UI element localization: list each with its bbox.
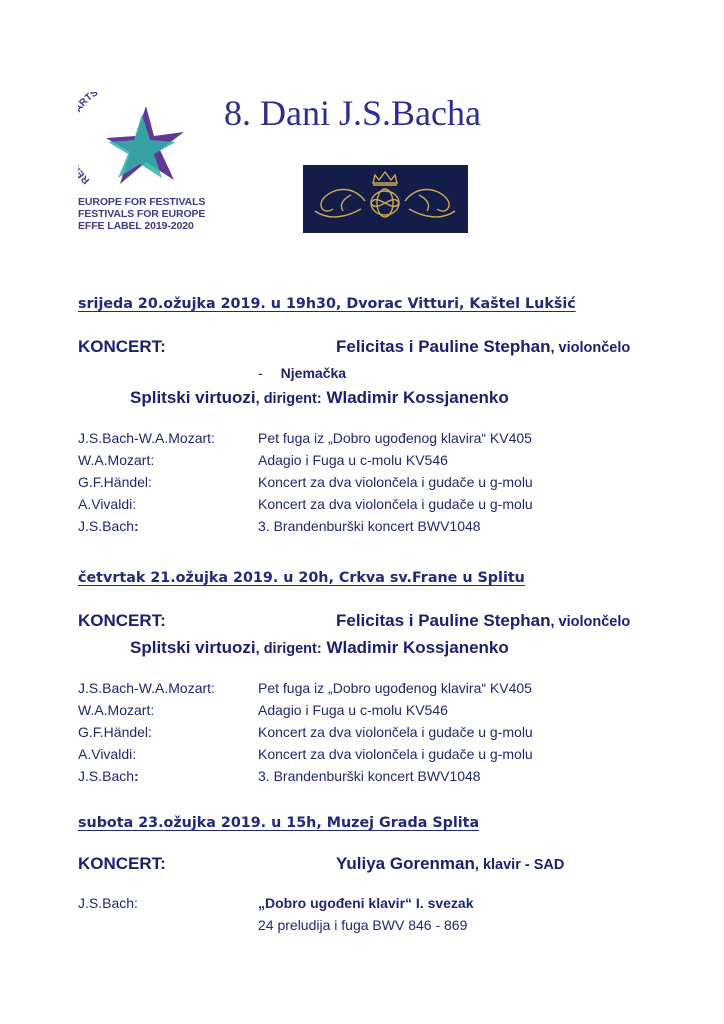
program-row (78, 452, 678, 474)
event-2-program (78, 680, 678, 790)
event-1-ensemble-line (130, 388, 509, 408)
work: Pet fuga iz „Dobro ugođenog klavira“ KV405 (258, 430, 532, 446)
performer-name: Felicitas i Pauline Stephan (336, 337, 551, 356)
composer-colon: : (134, 768, 139, 784)
event-2-ensemble-line (130, 638, 509, 658)
program-row (78, 917, 678, 939)
program-row (78, 680, 678, 702)
composer: A.Vivaldi: (78, 496, 137, 512)
page-title: 8. Dani J.S.Bacha (224, 93, 481, 133)
composer: J.S.Bach: (78, 895, 138, 911)
composer: W.A.Mozart: (78, 702, 155, 718)
logo-arc-text: R RTS (78, 92, 101, 186)
work: Koncert za dva violončela i gudače u g-molu (258, 746, 533, 762)
event-2-date: četvrtak 21.ožujka 2019. u 20h, Crkva sv.Frane u Splitu (78, 570, 525, 586)
event-1-date: srijeda 20.ožujka 2019. u 19h30, Dvorac Vitturi, Kaštel Lukšić (78, 296, 576, 312)
composer: G.F.Händel: (78, 474, 152, 490)
composer: W.A.Mozart: (78, 452, 155, 468)
composer: A.Vivaldi: (78, 746, 137, 762)
event-1-program (78, 430, 678, 540)
logo-line-2: FESTIVALS FOR EUROPE (78, 208, 206, 220)
program-row (78, 768, 678, 790)
work: Adagio i Fuga u c-molu KV546 (258, 452, 448, 468)
concert-colon: : (160, 337, 166, 356)
performer-name: Felicitas i Pauline Stephan (336, 611, 551, 630)
effe-star-icon (78, 92, 208, 202)
event-1-origin (258, 365, 346, 381)
bach-monogram-crest-icon (303, 165, 468, 233)
logo-line-1: EUROPE FOR FESTIVALS (78, 196, 206, 208)
concert-label: KONCERT (78, 611, 161, 630)
ensemble-separator: , (255, 641, 264, 657)
program-row (78, 496, 678, 518)
concert-label: KONCERT (78, 337, 161, 356)
program-row (78, 518, 678, 540)
program-row (78, 702, 678, 724)
concert-colon: : (160, 611, 166, 630)
conductor-name: Wladimir Kossjanenko (326, 638, 509, 657)
origin-country: Njemačka (280, 365, 347, 381)
performer-role: klavir - SAD (482, 857, 565, 873)
origin-dash: - (258, 365, 263, 381)
work: „Dobro ugođeni klavir“ I. svezak (258, 895, 474, 911)
program-row (78, 895, 678, 917)
performer-role: violončelo (558, 340, 631, 356)
performer-separator: , (550, 614, 559, 630)
event-3-concert-line (78, 854, 678, 876)
composer: J.S.Bach (78, 768, 135, 784)
composer-colon: : (134, 518, 139, 534)
conductor-label: dirigent: (263, 391, 322, 407)
program-row (78, 724, 678, 746)
work: Adagio i Fuga u c-molu KV546 (258, 702, 448, 718)
event-2-concert-line (78, 611, 678, 633)
program-row (78, 474, 678, 496)
work-detail: 24 preludija i fuga BWV 846 - 869 (258, 917, 468, 933)
event-3-date: subota 23.ožujka 2019. u 15h, Muzej Grada Splita (78, 815, 480, 831)
program-row (78, 430, 678, 452)
composer: G.F.Händel: (78, 724, 152, 740)
composer: J.S.Bach-W.A.Mozart: (78, 430, 215, 446)
ensemble-name: Splitski virtuozi (130, 388, 256, 407)
concert-label: KONCERT (78, 854, 161, 873)
work: 3. Brandenburški koncert BWV1048 (258, 768, 481, 784)
festival-logo (78, 92, 208, 237)
composer: J.S.Bach (78, 518, 135, 534)
performer-separator: , (550, 340, 559, 356)
logo-line-3: EFFE LABEL 2019-2020 (78, 220, 194, 232)
work: Pet fuga iz „Dobro ugođenog klavira“ KV405 (258, 680, 532, 696)
composer: J.S.Bach-W.A.Mozart: (78, 680, 215, 696)
work: 3. Brandenburški koncert BWV1048 (258, 518, 481, 534)
performer-name: Yuliya Gorenman (336, 854, 475, 873)
event-1-concert-line (78, 337, 678, 359)
work: Koncert za dva violončela i gudače u g-molu (258, 724, 533, 740)
concert-colon: : (160, 854, 166, 873)
work: Koncert za dva violončela i gudače u g-molu (258, 496, 533, 512)
performer-role: violončelo (558, 614, 631, 630)
ensemble-separator: , (255, 391, 264, 407)
work: Koncert za dva violončela i gudače u g-molu (258, 474, 533, 490)
conductor-name: Wladimir Kossjanenko (326, 388, 509, 407)
event-3-program (78, 895, 678, 939)
performer-separator: , (474, 857, 483, 873)
program-row (78, 746, 678, 768)
ensemble-name: Splitski virtuozi (130, 638, 256, 657)
conductor-label: dirigent: (263, 641, 322, 657)
